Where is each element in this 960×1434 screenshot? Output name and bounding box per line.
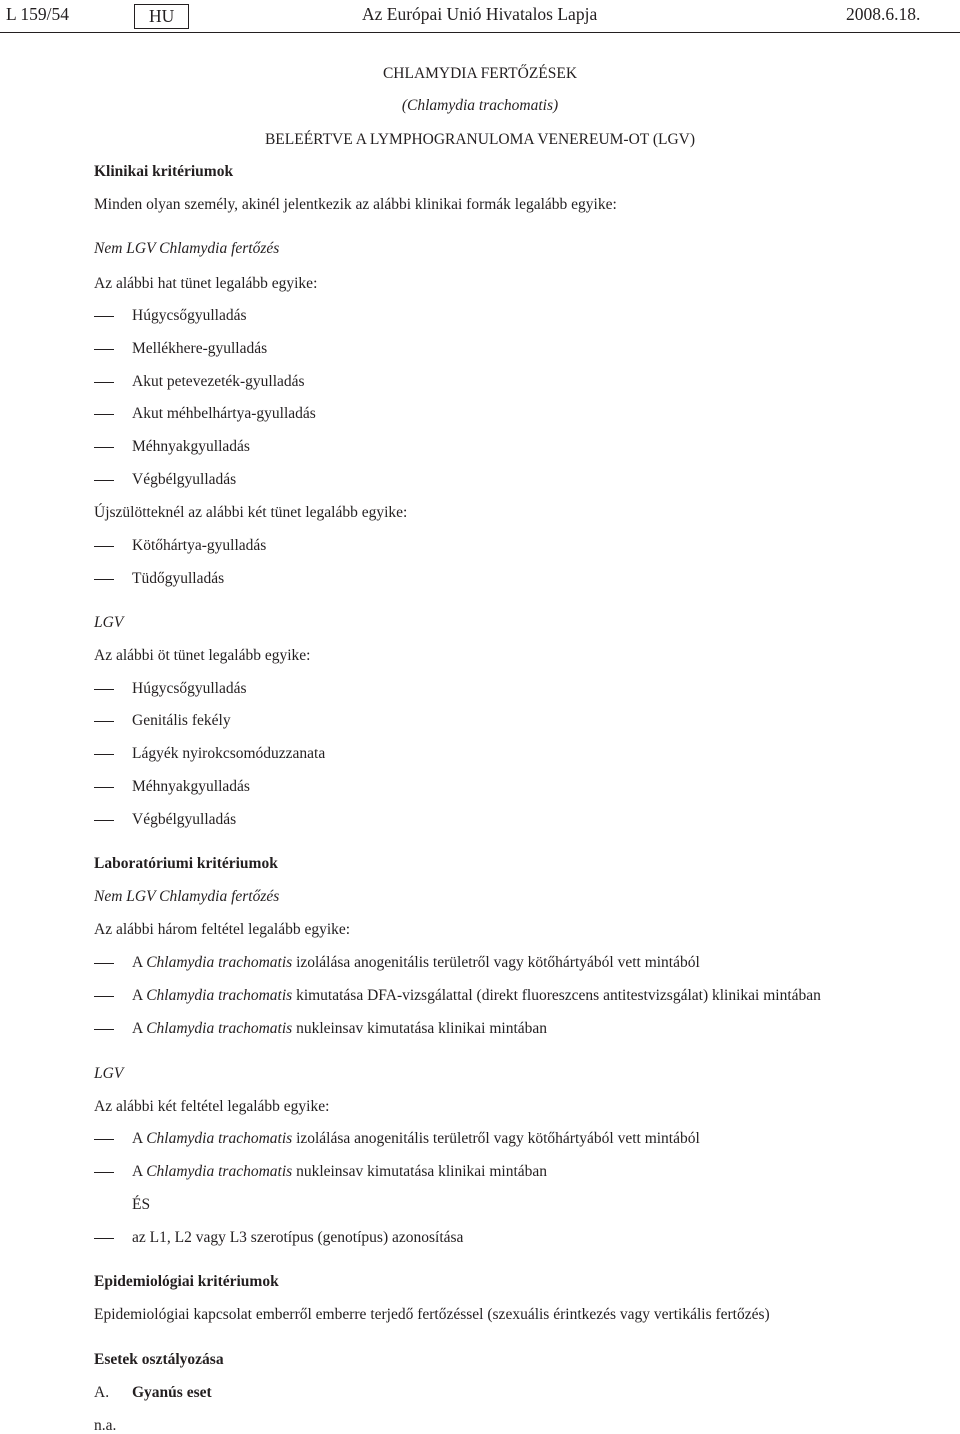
list-item [132, 1021, 547, 1037]
clinical-lgv-label: LGV [94, 614, 124, 631]
article-a: A [132, 1020, 143, 1037]
lab-two-intro: Az alábbi két feltétel legalább egyike: [94, 1098, 330, 1115]
list-item [132, 1164, 547, 1180]
list-dash [94, 754, 114, 755]
list-dash [94, 447, 114, 448]
list-item: Genitális fekély [132, 712, 231, 729]
organism-name: Chlamydia trachomatis [146, 1130, 293, 1147]
list-dash [94, 1172, 114, 1173]
classification-title: Gyanús eset [132, 1384, 212, 1401]
list-dash [94, 414, 114, 415]
list-item-text: nukleinsav kimutatása klinikai mintában [296, 1163, 548, 1180]
list-item-text: nukleinsav kimutatása klinikai mintában [296, 1020, 548, 1037]
header-rule [0, 32, 960, 33]
epi-text: Epidemiológiai kapcsolat emberről emberre terjedő fertőzéssel (szexuális érintkezés vagy vertikális fertőzés) [94, 1306, 770, 1323]
list-item: az L1, L2 vagy L3 szerotípus (genotípus) azonosítása [132, 1229, 464, 1246]
clinical-intro: Minden olyan személy, akinél jelentkezik az alábbi klinikai formák legalább egyike: [94, 196, 617, 213]
journal-title: Az Európai Unió Hivatalos Lapja [362, 4, 598, 24]
list-item: Akut petevezeték-gyulladás [132, 373, 305, 390]
list-item-text: kimutatása DFA-vizsgálattal (direkt fluoreszcens antitestvizsgálat) klinikai mintában [296, 987, 821, 1004]
list-item [132, 988, 821, 1004]
list-dash [94, 820, 114, 821]
list-dash [94, 996, 114, 997]
list-item: Végbélgyulladás [132, 471, 237, 488]
list-item [132, 1131, 700, 1147]
clinical-six-intro: Az alábbi hat tünet legalább egyike: [94, 275, 318, 292]
article-a: A [132, 1130, 143, 1147]
organism-name: Chlamydia trachomatis [146, 1020, 293, 1037]
list-item: Végbélgyulladás [132, 811, 237, 828]
list-item [132, 955, 700, 971]
list-dash [94, 721, 114, 722]
list-dash [94, 546, 114, 547]
document-title: CHLAMYDIA FERTŐZÉSEK [382, 65, 578, 82]
organism-name: Chlamydia trachomatis [146, 987, 293, 1004]
lab-nonlgv-label: Nem LGV Chlamydia fertőzés [94, 888, 280, 905]
article-a: A [132, 987, 143, 1004]
lab-heading: Laboratóriumi kritériumok [94, 855, 278, 872]
clinical-newborn-intro: Újszülötteknél az alábbi két tünet legalább egyike: [94, 504, 408, 521]
lab-three-intro: Az alábbi három feltétel legalább egyike: [94, 921, 351, 938]
list-dash [94, 689, 114, 690]
classification-letter: A. [94, 1384, 110, 1401]
organism-name: Chlamydia trachomatis [146, 954, 293, 971]
list-dash [94, 963, 114, 964]
list-item: Méhnyakgyulladás [132, 438, 250, 455]
classification-heading: Esetek osztályozása [94, 1351, 224, 1368]
clinical-nonlgv-label: Nem LGV Chlamydia fertőzés [94, 240, 280, 257]
list-dash [94, 787, 114, 788]
clinical-five-intro: Az alábbi öt tünet legalább egyike: [94, 647, 311, 664]
list-dash [94, 349, 114, 350]
not-applicable: n.a. [94, 1417, 117, 1434]
page-reference: L 159/54 [6, 4, 70, 24]
and-label: ÉS [132, 1196, 151, 1213]
list-item-text: izolálása anogenitális területről vagy kötőhártyából vett mintából [296, 954, 700, 971]
list-dash [94, 382, 114, 383]
list-item-text: izolálása anogenitális területről vagy kötőhártyából vett mintából [296, 1130, 700, 1147]
lab-lgv-label: LGV [94, 1065, 124, 1082]
list-dash [94, 1139, 114, 1140]
article-a: A [132, 1163, 143, 1180]
list-item: Tüdőgyulladás [132, 570, 225, 587]
list-item: Lágyék nyirokcsomóduzzanata [132, 745, 326, 762]
list-item: Méhnyakgyulladás [132, 778, 250, 795]
article-a: A [132, 954, 143, 971]
epi-heading: Epidemiológiai kritériumok [94, 1273, 279, 1290]
document-subtitle: (Chlamydia trachomatis) [401, 97, 559, 114]
list-dash [94, 1029, 114, 1030]
list-dash [94, 579, 114, 580]
list-dash [94, 316, 114, 317]
publication-date: 2008.6.18. [846, 4, 921, 24]
list-item: Akut méhbelhártya-gyulladás [132, 405, 316, 422]
language-badge: HU [134, 4, 189, 29]
list-item: Mellékhere-gyulladás [132, 340, 268, 357]
list-item: Kötőhártya-gyulladás [132, 537, 267, 554]
list-dash [94, 1238, 114, 1239]
clinical-heading: Klinikai kritériumok [94, 163, 234, 180]
organism-name: Chlamydia trachomatis [146, 1163, 293, 1180]
list-item: Húgycsőgyulladás [132, 307, 247, 324]
document-title-note: BELEÉRTVE A LYMPHOGRANULOMA VENEREUM-OT (LGV) [264, 131, 696, 148]
list-item: Húgycsőgyulladás [132, 680, 247, 697]
list-dash [94, 480, 114, 481]
